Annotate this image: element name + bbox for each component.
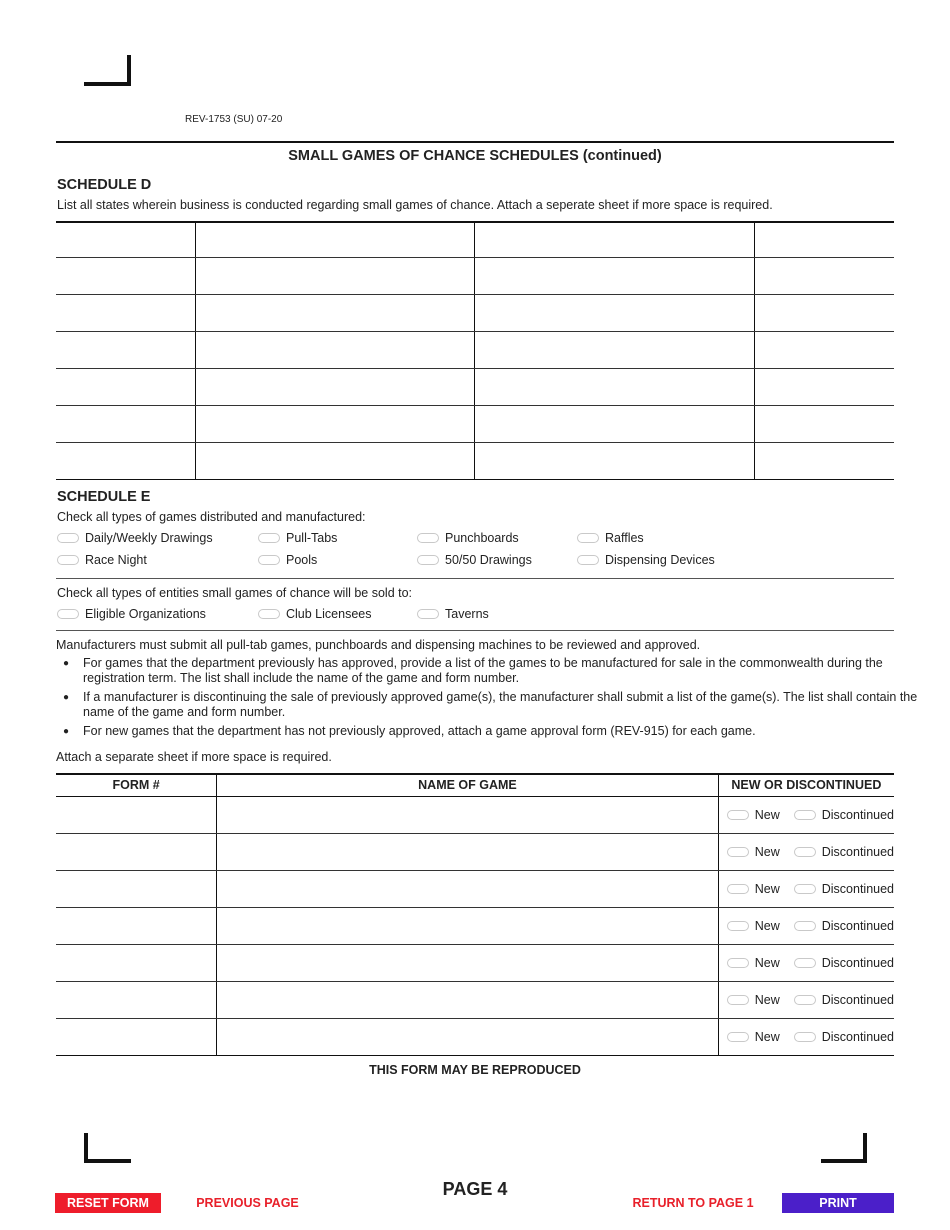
discontinued-label: Discontinued — [821, 1030, 894, 1044]
discontinued-label: Discontinued — [821, 882, 894, 896]
column-header-form: FORM # — [56, 773, 217, 797]
new-label: New — [754, 956, 780, 970]
state-cell[interactable] — [56, 295, 196, 332]
states-table — [56, 221, 894, 480]
table-row — [56, 908, 894, 945]
game-name-cell[interactable] — [217, 797, 718, 834]
games-instruction: Check all types of games distributed and manufactured: — [57, 510, 366, 524]
option-label: Club Licensees — [286, 607, 372, 621]
new-checkbox[interactable] — [727, 958, 749, 968]
table-row — [56, 221, 894, 258]
discontinued-label: Discontinued — [821, 993, 894, 1007]
discontinued-label: Discontinued — [821, 845, 894, 859]
table-row — [56, 332, 894, 369]
discontinued-checkbox[interactable] — [794, 958, 816, 968]
discontinued-label: Discontinued — [821, 919, 894, 933]
column-header-name: NAME OF GAME — [217, 773, 718, 797]
list-item: ● For new games that the department has not previously approved, attach a game approval form (REV-915) for each game. — [83, 724, 923, 739]
option-label: Race Night — [85, 553, 147, 567]
game-name-cell[interactable] — [217, 908, 718, 945]
checkbox[interactable] — [417, 533, 439, 543]
form-number-cell[interactable] — [56, 797, 217, 834]
discontinued-checkbox[interactable] — [794, 1032, 816, 1042]
game-name-cell[interactable] — [217, 871, 718, 908]
state-cell[interactable] — [754, 221, 894, 258]
reset-form-button[interactable]: RESET FORM — [55, 1193, 161, 1213]
form-number-cell[interactable] — [56, 1019, 217, 1056]
state-cell[interactable] — [754, 369, 894, 406]
state-cell[interactable] — [475, 406, 754, 443]
entities-instruction: Check all types of entities small games of chance will be sold to: — [57, 586, 413, 600]
list-item: ● For games that the department previously has approved, provide a list of the games to be manufactured for sale in the commonwealth during the registration term. The list shall include the name of the game and form number. — [83, 656, 923, 686]
table-row — [56, 258, 894, 295]
attach-note: Attach a separate sheet if more space is required. — [56, 750, 332, 764]
table-row — [56, 1019, 894, 1056]
checkbox[interactable] — [57, 609, 79, 619]
discontinued-checkbox[interactable] — [794, 810, 816, 820]
return-to-page-1-link[interactable]: RETURN TO PAGE 1 — [632, 1196, 754, 1210]
state-cell[interactable] — [56, 221, 196, 258]
table-row — [56, 369, 894, 406]
discontinued-checkbox[interactable] — [794, 921, 816, 931]
game-option-daily-weekly-drawings[interactable] — [57, 531, 213, 545]
form-number-cell[interactable] — [56, 871, 217, 908]
checkbox[interactable] — [577, 555, 599, 565]
option-label: 50/50 Drawings — [445, 553, 532, 567]
option-label: Pools — [286, 553, 318, 567]
state-cell[interactable] — [56, 369, 196, 406]
state-cell[interactable] — [196, 406, 475, 443]
state-cell[interactable] — [754, 443, 894, 480]
option-label: Pull-Tabs — [286, 531, 338, 545]
table-row — [56, 982, 894, 1019]
form-number-cell[interactable] — [56, 908, 217, 945]
checkbox[interactable] — [417, 555, 439, 565]
form-number-cell[interactable] — [56, 834, 217, 871]
state-cell[interactable] — [56, 443, 196, 480]
status-cell — [718, 908, 894, 945]
reproduce-note: THIS FORM MAY BE REPRODUCED — [369, 1063, 581, 1077]
new-label: New — [754, 993, 780, 1007]
state-cell[interactable] — [475, 369, 754, 406]
divider — [56, 630, 894, 631]
game-option-punchboards[interactable] — [417, 531, 519, 545]
game-name-cell[interactable] — [217, 834, 718, 871]
game-option-raffles[interactable] — [577, 531, 644, 545]
checkbox[interactable] — [57, 533, 79, 543]
table-row — [56, 834, 894, 871]
table-row — [56, 945, 894, 982]
form-code: REV-1753 (SU) 07-20 — [185, 114, 283, 125]
new-label: New — [754, 882, 780, 896]
entity-option-eligible-organizations[interactable] — [57, 607, 206, 621]
status-cell — [718, 945, 894, 982]
requirements-list — [56, 656, 923, 743]
registration-mark-bottom-left — [84, 1133, 131, 1163]
game-name-cell[interactable] — [217, 945, 718, 982]
game-option-pull-tabs[interactable] — [258, 531, 337, 545]
game-option-race-night[interactable] — [57, 553, 147, 567]
state-cell[interactable] — [754, 258, 894, 295]
option-label: Taverns — [445, 607, 489, 621]
state-cell[interactable] — [475, 295, 754, 332]
state-cell[interactable] — [56, 332, 196, 369]
manufacturers-note: Manufacturers must submit all pull-tab games, punchboards and dispensing machines to be reviewed and approved. — [56, 638, 701, 652]
state-cell[interactable] — [56, 258, 196, 295]
new-checkbox[interactable] — [727, 810, 749, 820]
new-label: New — [754, 845, 780, 859]
option-label: Eligible Organizations — [85, 607, 206, 621]
page-number: PAGE 4 — [442, 1179, 508, 1199]
divider — [56, 578, 894, 579]
new-checkbox[interactable] — [727, 995, 749, 1005]
option-label: Raffles — [605, 531, 644, 545]
registration-mark-top-left — [84, 55, 131, 86]
state-cell[interactable] — [754, 406, 894, 443]
form-number-cell[interactable] — [56, 945, 217, 982]
previous-page-link[interactable]: PREVIOUS PAGE — [196, 1196, 299, 1210]
state-cell[interactable] — [56, 406, 196, 443]
checkbox[interactable] — [258, 533, 280, 543]
schedule-d-heading: SCHEDULE D — [57, 177, 152, 193]
table-row — [56, 295, 894, 332]
checkbox[interactable] — [577, 533, 599, 543]
print-button[interactable]: PRINT — [782, 1193, 894, 1213]
state-cell[interactable] — [196, 295, 475, 332]
discontinued-checkbox[interactable] — [794, 995, 816, 1005]
registration-mark-bottom-right — [821, 1133, 867, 1163]
new-label: New — [754, 808, 780, 822]
column-header-status: NEW OR DISCONTINUED — [718, 773, 894, 797]
state-cell[interactable] — [475, 258, 754, 295]
new-label: New — [754, 1030, 780, 1044]
game-option-50-50-drawings[interactable] — [417, 553, 532, 567]
list-item: ● If a manufacturer is discontinuing the sale of previously approved game(s), the manufacturer shall submit a list of the game(s). The list shall contain the name of the game and form number. — [83, 690, 923, 720]
state-cell[interactable] — [196, 332, 475, 369]
status-cell — [718, 834, 894, 871]
state-cell[interactable] — [196, 258, 475, 295]
state-cell[interactable] — [196, 443, 475, 480]
form-number-cell[interactable] — [56, 982, 217, 1019]
schedule-e-heading: SCHEDULE E — [57, 489, 151, 505]
game-name-cell[interactable] — [217, 1019, 718, 1056]
new-checkbox[interactable] — [727, 884, 749, 894]
game-option-pools[interactable] — [258, 553, 317, 567]
checkbox[interactable] — [57, 555, 79, 565]
discontinued-checkbox[interactable] — [794, 847, 816, 857]
header-divider — [56, 141, 894, 143]
checkbox[interactable] — [258, 609, 280, 619]
game-option-dispensing-devices[interactable] — [577, 553, 715, 567]
state-cell[interactable] — [475, 443, 754, 480]
checkbox[interactable] — [258, 555, 280, 565]
state-cell[interactable] — [196, 369, 475, 406]
option-label: Daily/Weekly Drawings — [85, 531, 213, 545]
entity-option-club-licensees[interactable] — [258, 607, 371, 621]
option-label: Dispensing Devices — [605, 553, 715, 567]
new-checkbox[interactable] — [727, 847, 749, 857]
state-cell[interactable] — [754, 295, 894, 332]
table-row — [56, 871, 894, 908]
discontinued-label: Discontinued — [821, 956, 894, 970]
new-label: New — [754, 919, 780, 933]
new-checkbox[interactable] — [727, 921, 749, 931]
status-cell — [718, 982, 894, 1019]
checkbox[interactable] — [417, 609, 439, 619]
table-row — [56, 406, 894, 443]
schedule-d-instruction: List all states wherein business is conducted regarding small games of chance. Attach a seperate sheet if more space is required. — [57, 198, 773, 212]
table-row — [56, 443, 894, 480]
page-title: SMALL GAMES OF CHANCE SCHEDULES (continued) — [288, 148, 662, 164]
new-checkbox[interactable] — [727, 1032, 749, 1042]
status-cell — [718, 871, 894, 908]
table-row — [56, 797, 894, 834]
game-name-cell[interactable] — [217, 982, 718, 1019]
status-cell — [718, 1019, 894, 1056]
state-cell[interactable] — [754, 332, 894, 369]
table-header-row — [56, 773, 894, 797]
discontinued-checkbox[interactable] — [794, 884, 816, 894]
state-cell[interactable] — [196, 221, 475, 258]
games-table — [56, 773, 894, 1056]
state-cell[interactable] — [475, 332, 754, 369]
status-cell — [718, 797, 894, 834]
state-cell[interactable] — [475, 221, 754, 258]
discontinued-label: Discontinued — [821, 808, 894, 822]
entity-option-taverns[interactable] — [417, 607, 489, 621]
option-label: Punchboards — [445, 531, 519, 545]
